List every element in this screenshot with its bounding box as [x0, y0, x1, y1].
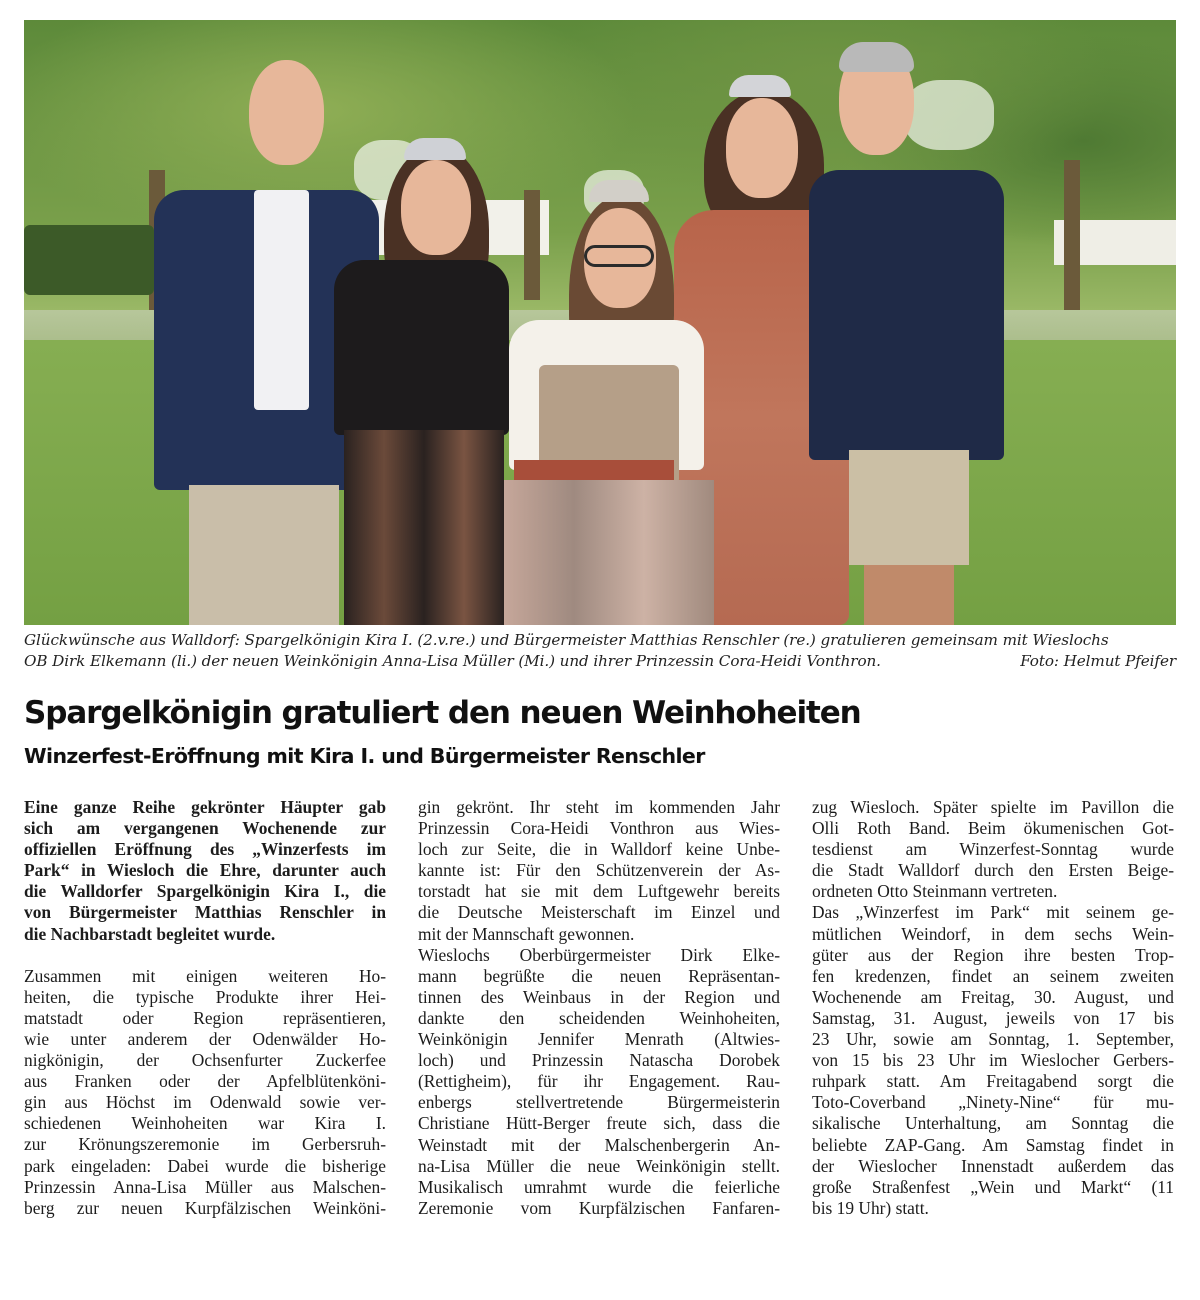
body-paragraph: [812, 797, 1174, 902]
text-line: Toto-Coverband „Ninety-Nine“ für mu-: [812, 1092, 1174, 1113]
text-line: Samstag, 31. August, jeweils von 17 bis: [812, 1007, 1174, 1028]
face: [249, 60, 324, 165]
text-line: loch) und Prinzessin Natascha Dorobek: [418, 1050, 780, 1071]
text-line: die Stadt Walldorf durch den Ersten Beige-: [812, 860, 1174, 881]
text-line: park eingeladen: Dabei wurde die bisherige: [24, 1155, 386, 1176]
text-line: zur Krönungszeremonie im Gerbersruh-: [24, 1134, 386, 1155]
text-line: von Bürgermeister Matthias Renschler in: [24, 902, 386, 923]
text-line: dankte den scheidenden Weinhoheiten,: [418, 1007, 780, 1028]
article-column-1: [24, 797, 386, 1219]
article-column-2: [418, 797, 780, 1219]
body-paragraph: [812, 902, 1174, 1218]
text-line: Wochenende am Freitag, 30. August, und: [812, 986, 1174, 1007]
text-line: matstadt oder Region repräsentieren,: [24, 1007, 386, 1028]
text-line: Prinzessin Cora-Heidi Vonthron aus Wies-: [418, 818, 780, 839]
black-bodice: [334, 260, 509, 435]
tiara-icon: [589, 180, 649, 202]
text-line: Wieslochs Oberbürgermeister Dirk Elke-: [418, 944, 780, 965]
text-line: mann begrüßte die neuen Repräsentan-: [418, 965, 780, 986]
text-line: torstadt hat sie mit dem Luftgewehr bereits: [418, 881, 780, 902]
text-line: ordneten Otto Steinmann vertreten.: [812, 881, 1058, 902]
text-line: Prinzessin Anna-Lisa Müller aus Malschen-: [24, 1176, 386, 1197]
text-line: 23 Uhr, sowie am Sonntag, 1. September,: [812, 1029, 1174, 1050]
photo-credit: Foto: Helmut Pfeifer: [1020, 652, 1176, 670]
text-line: wie unter anderem der Odenwälder Ho-: [24, 1028, 386, 1049]
text-line: Zeremonie vom Kurpfälzischen Fanfaren-: [418, 1197, 780, 1218]
tree-trunk: [524, 190, 540, 300]
face: [726, 98, 798, 198]
text-line: sich am vergangenen Wochenende zur: [24, 818, 386, 839]
navy-polo: [809, 170, 1004, 460]
white-shirt: [254, 190, 309, 410]
text-line: von 15 bis 23 Uhr im Wieslocher Gerbers-: [812, 1050, 1174, 1071]
trousers: [189, 485, 339, 625]
text-line: Zusammen mit einigen weiteren Ho-: [24, 965, 386, 986]
shorts: [849, 450, 969, 565]
text-line: mütlichen Weindorf, in dem sechs Wein-: [812, 923, 1174, 944]
text-line: enbergs stellvertretende Bürgermeisterin: [418, 1092, 780, 1113]
text-line: große Straßenfest „Wein und Markt“ (11: [812, 1176, 1174, 1197]
glasses-icon: [584, 245, 654, 267]
text-line: tinnen des Weinbaus in der Region und: [418, 986, 780, 1007]
text-line: na-Lisa Müller die neue Weinkönigin stellt.: [418, 1155, 780, 1176]
body-paragraph: [24, 966, 386, 1219]
text-line: zug Wiesloch. Später spielte im Pavillon die: [812, 797, 1174, 817]
lead-paragraph: [24, 797, 386, 945]
text-line: (Rettigheim), für ihr Engagement. Rau-: [418, 1071, 780, 1092]
dirndl-skirt: [504, 480, 714, 625]
text-line: der Wieslocher Innenstadt außerdem das: [812, 1155, 1174, 1176]
hedge: [24, 225, 154, 295]
caption-line-2: OB Dirk Elkemann (li.) der neuen Weinkönigin Anna-Lisa Müller (Mi.) und ihrer Prinzessin Cora-Heidi Vonthron.: [24, 652, 881, 670]
body-paragraph: [418, 797, 780, 945]
sky-patch: [904, 80, 994, 150]
text-line: offiziellen Eröffnung des „Winzerfests im: [24, 839, 386, 860]
text-line: die Deutsche Meisterschaft im Einzel und: [418, 902, 780, 923]
tiara-icon: [404, 138, 466, 160]
text-line: kannte ist: Für den Schützenverein der As-: [418, 860, 780, 881]
tiara-icon: [729, 75, 791, 97]
text-line: schiedenen Weinhoheiten war Kira I.: [24, 1113, 386, 1134]
text-line: Weinstadt mit der Malschenbergerin An-: [418, 1134, 780, 1155]
text-line: beliebte ZAP-Gang. Am Samstag findet in: [812, 1134, 1174, 1155]
text-line: tesdienst am Winzerfest-Sonntag wurde: [812, 839, 1174, 860]
text-line: Olli Roth Band. Beim ökumenischen Got-: [812, 818, 1174, 839]
text-line: Das „Winzerfest im Park“ mit seinem ge-: [812, 902, 1174, 923]
tree-trunk: [1064, 160, 1080, 310]
photo-caption: [24, 630, 1176, 672]
article-subheadline: Winzerfest-Eröffnung mit Kira I. und Bürgermeister Renschler: [24, 744, 705, 768]
skirt: [344, 430, 504, 625]
article-photo: [24, 20, 1176, 625]
text-line: Weinkönigin Jennifer Menrath (Altwies-: [418, 1029, 780, 1050]
text-line: güter aus der Region ihre besten Trop-: [812, 944, 1174, 965]
text-line: nigkönigin, der Ochsenfurter Zuckerfee: [24, 1050, 386, 1071]
text-line: Christiane Hütt-Berger freute sich, dass die: [418, 1113, 780, 1134]
text-line: fen kredenzen, findet an seinem zweiten: [812, 965, 1174, 986]
text-line: Musikalisch umrahmt wurde die feierliche: [418, 1176, 780, 1197]
text-line: berg zur neuen Kurpfälzischen Weinköni-: [24, 1197, 386, 1218]
text-line: sikalische Unterhaltung, am Sonntag die: [812, 1113, 1174, 1134]
text-line: gin aus Höchst im Odenwald sowie ver-: [24, 1092, 386, 1113]
text-line: die Nachbarstadt begleitet wurde.: [24, 923, 276, 944]
grey-hair: [839, 42, 914, 72]
article-column-3: [812, 797, 1174, 1219]
body-paragraph: [418, 945, 780, 1219]
text-line: bis 19 Uhr) statt.: [812, 1197, 929, 1218]
text-line: Park“ in Wiesloch die Ehre, darunter auch: [24, 860, 386, 881]
text-line: ruhpark statt. Am Freitagabend sorgt die: [812, 1071, 1174, 1092]
text-line: heiten, die typische Produkte ihrer Hei-: [24, 986, 386, 1007]
text-line: gin gekrönt. Ihr steht im kommenden Jahr: [418, 797, 780, 817]
text-line: loch zur Seite, die in Walldorf keine Unbe-: [418, 839, 780, 860]
text-line: aus Franken oder der Apfelblütenköni-: [24, 1071, 386, 1092]
face: [401, 160, 471, 255]
article-headline: Spargelkönigin gratuliert den neuen Weinhoheiten: [24, 695, 861, 731]
text-line: die Walldorfer Spargelkönigin Kira I., die: [24, 881, 386, 902]
text-line: Eine ganze Reihe gekrönter Häupter gab: [24, 797, 386, 817]
caption-line-1: Glückwünsche aus Walldorf: Spargelkönigin Kira I. (2.v.re.) und Bürgermeister Matthias Renschler (re.) gratulieren gemeinsam mit Wieslochs: [24, 631, 1109, 649]
legs: [864, 565, 954, 625]
text-line: mit der Mannschaft gewonnen.: [418, 923, 635, 944]
